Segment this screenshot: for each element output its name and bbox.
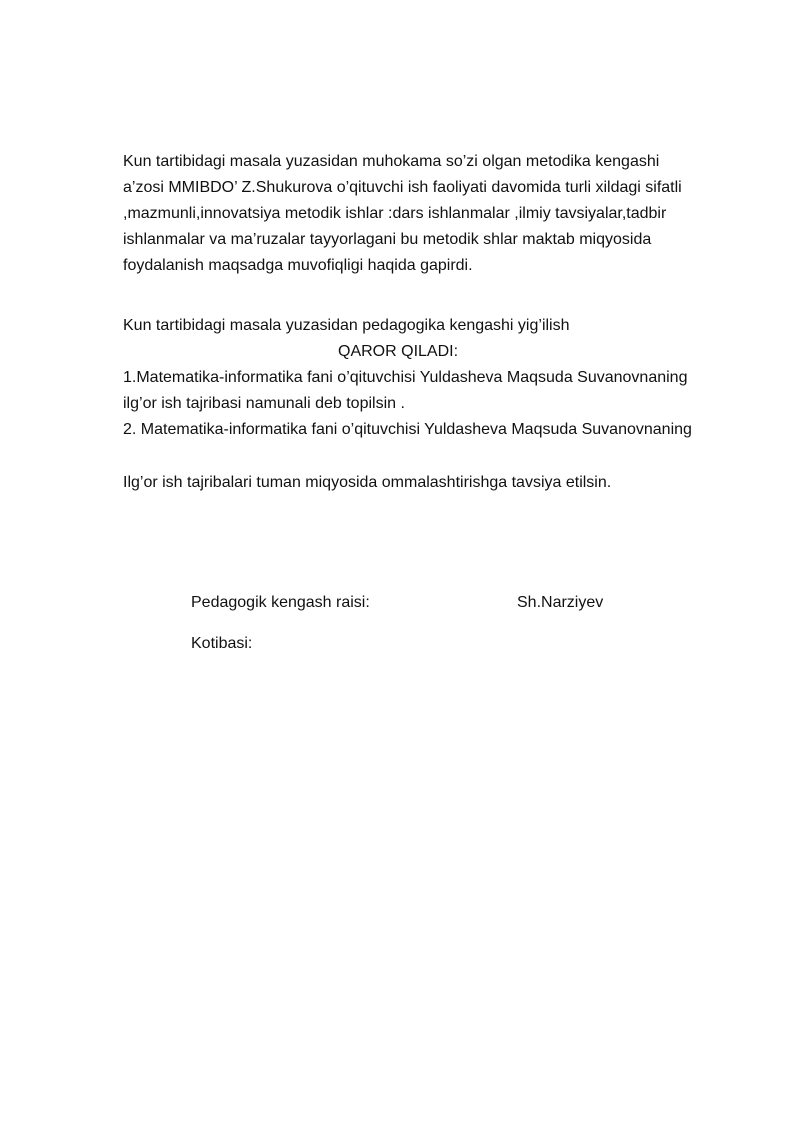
decision-item: 2. Matematika-informatika fani o’qituvchisi Yuldasheva Maqsuda Suvanovnaning (123, 421, 692, 438)
decision-item: ilg’or ish tajribasi namunali deb topilsin . (123, 395, 405, 412)
paragraph-line: ishlanmalar va ma’ruzalar tayyorlagani bu metodik shlar maktab miqyosida (123, 231, 652, 248)
recommendation-paragraph (123, 470, 763, 496)
paragraph-line: a’zosi MMIBDO’ Z.Shukurova o’qituvchi ish faoliyati davomida turli xildagi sifatli (123, 179, 682, 196)
secretary-signature-label: Kotibasi: (191, 635, 253, 652)
decision-title: QAROR QILADI: (338, 343, 459, 360)
discussion-paragraph (123, 149, 763, 279)
paragraph-line: foydalanish maqsadga muvofiqligi haqida gapirdi. (123, 257, 473, 274)
meeting-paragraph (123, 313, 763, 339)
decision-items (123, 365, 763, 443)
decision-item: 1.Matematika-informatika fani o’qituvchisi Yuldasheva Maqsuda Suvanovnaning (123, 369, 688, 386)
paragraph-line: Kun tartibidagi masala yuzasidan muhokama so’zi olgan metodika kengashi (123, 153, 660, 170)
paragraph-line: Kun tartibidagi masala yuzasidan pedagogika kengashi yig’ilish (123, 317, 570, 334)
chair-signature-name: Sh.Narziyev (517, 594, 604, 611)
paragraph-line: Ilg’or ish tajribalari tuman miqyosida ommalashtirishga tavsiya etilsin. (123, 474, 612, 491)
chair-signature-label: Pedagogik kengash raisi: (191, 594, 370, 611)
paragraph-line: ,mazmunli,innovatsiya metodik ishlar :dars ishlanmalar ,ilmiy tavsiyalar,tadbir (123, 205, 667, 222)
